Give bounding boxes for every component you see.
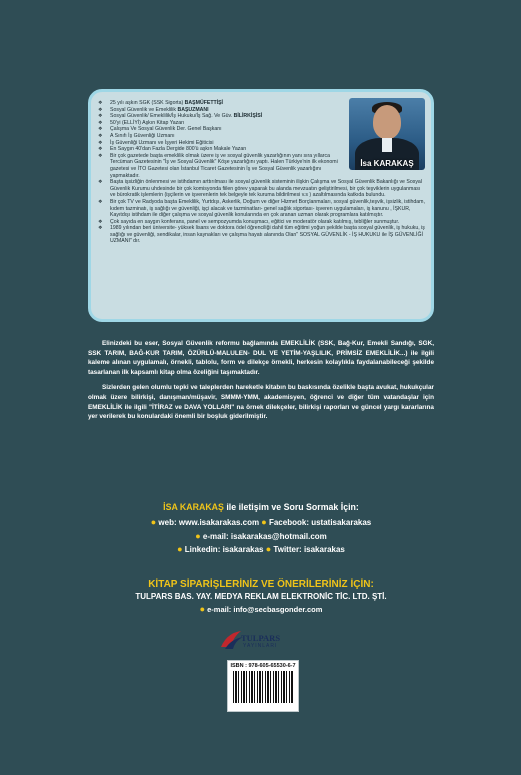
facebook-link[interactable]: Facebook: ustatisakarakas: [268, 518, 372, 527]
author-photo-caption: İsa KARAKAŞ: [360, 159, 414, 168]
bullet-icon: ●: [265, 544, 272, 554]
diamond-bullet-icon: ❖: [98, 179, 103, 186]
bullet-icon: ●: [261, 517, 267, 527]
bio-item: ❖ Sosyal Güvenlik/ Emeklilik/İş Hukuku/İş Sağ. Ve Güv. BİLİRKİŞİSİ: [98, 113, 263, 120]
diamond-bullet-icon: ❖: [98, 225, 103, 232]
publisher-name: TULPARS: [241, 633, 281, 643]
description-paragraph: Sizlerden gelen olumlu tepki ve taleplerden hareketle kitabın bu baskısında özelikle başta avukat, hukukçular olmak üzere bilirkişi, danışman/müşavir, SMMM-YMM, akademisyen, öğrenci ve diğer tüm vatandaşlar için EMEKLİLİK ile ilgili "İTİRAZ ve DAVA YOLLARI" na örnek dilekçeler, bilirkişi raporları ve güncel yargı kararlarına yer verilerek bu konulardaki önemli bir boşluk giderilmiştir.: [88, 384, 434, 421]
contact-title: İSA KARAKAŞ ile iletişim ve Soru Sormak İçin:: [163, 502, 359, 512]
bio-item: ❖ Bir çok gazetede başta emeklilik olmak üzere iş ve sosyal güvenlik yazarlığının yanı sıra yıllarca Tercüman Gazetesinin "İş ve Sosyal Güvenlik" Köşe yazarlığını yaptı. Halen Türkiye'nin ilk ekonomi gazetesi ve İTO Gazetesi olan İstanbul Ticaret Gazetesinin İş ve Sosyal Güvenlik yazarlığını yapmaktadır.: [98, 152, 338, 179]
bullet-icon: ●: [177, 544, 183, 554]
diamond-bullet-icon: ❖: [98, 139, 103, 146]
isbn-barcode: [227, 660, 299, 712]
twitter-link[interactable]: Twitter: isakarakas: [273, 545, 345, 554]
order-email-link[interactable]: e-mail: info@secbasgonder.com: [207, 605, 323, 614]
linkedin-link[interactable]: Linkedin: isakarakas: [184, 545, 264, 554]
description-paragraph: Elinizdeki bu eser, Sosyal Güvenlik reformu bağlamında EMEKLİLİK (SSK, Bağ-Kur, Emekli Sandığı, SGK, SSK TARIM, BAĞ-KUR TARIM, ÖZÜRLÜ-MALULEN- DUL VE YETİM-YAŞLILIK, PRİMSİZ EMEKLİLİK...) ile ilgili kaleme alınan uygulamalı, örnekli, tablolu, form ve dilekçe örnekli, herkesin kolaylıkla faydalanabileceği şekilde tasarlanan ilk kapsamlı kitap olma özeliğini taşımaktadır.: [88, 340, 434, 376]
bio-item: ❖ Bir çok TV ve Radyoda başta Emeklilik, Yurtdışı, Askerlik, Doğum ve diğer Hizmet Borçlanmaları, sosyal güvenlik,teşvik, işsizlik, istihdam, kıdem tazminatı, iş sağlığı ve güvenliği, işçi alacak ve tazminatları- genel sağlık sigortası- işveren uygulamaları, iş kanunu , İŞKUR, Kayıtdışı istihdam ile diğer çalışma ve sosyal güvenlik konularında en çok aranan uzman olarak programlara katılmıştır.: [98, 198, 425, 219]
bio-item: ❖ 1989 yılından beri üniversite- yüksek lisans ve doktora ödel öğrenciliği dahil tüm eğitimi yoğun şekilde başta sosyal güvenlik, iş hukuku, iş sağlığı ve güvenliği, sendikalar, insan kaynakları ve çalışma hayatı alanında Olan" SOSYAL GÜVENLİK - İŞ HUKUKU ile İŞ GÜVENLİĞİ UZMANI" dır.: [98, 225, 425, 245]
author-bio-box: [88, 89, 434, 322]
isbn-number: ISBN : 978-605-65530-6-7: [230, 663, 296, 669]
bio-item: ❖ Çok sayıda en saygın konferans, panel ve sempozyumda konuşmacı, eğitici ve moderatör olarak katılmış, tebliğler sunmuştur.: [98, 218, 400, 225]
contact-section: [88, 502, 434, 557]
bullet-icon: ●: [150, 517, 157, 527]
diamond-bullet-icon: ❖: [98, 106, 103, 113]
order-section: [88, 578, 434, 616]
diamond-bullet-icon: ❖: [98, 146, 103, 153]
bio-item: ❖ Sosyal Güvenlik ve Emeklilik BAŞUZMANI: [98, 106, 209, 113]
barcode-bars: [233, 671, 293, 703]
bullet-icon: ●: [199, 604, 206, 614]
book-description: [88, 339, 434, 428]
bio-item: ❖ 50'yi (ELLİYİ) Aşkın Kitap Yazarı: [98, 119, 185, 126]
email-link[interactable]: e-mail: isakarakas@hotmail.com: [202, 531, 327, 541]
author-photo: [349, 98, 425, 170]
bio-item: ❖ 25 yılı aşkın SGK (SSK Sigorta) BAŞMÜFETTİŞİ: [98, 100, 224, 106]
diamond-bullet-icon: ❖: [98, 126, 103, 133]
publisher-company: TULPARS BAS. YAY. MEDYA REKLAM ELEKTRONİC TİC. LTD. ŞTİ.: [135, 592, 387, 601]
bio-item: ❖ İş Güvenliği Uzmanı ve İşyeri Hekimi Eğiticisi: [98, 139, 214, 146]
bio-item: ❖ A Sınıfı İş Güvenliği Uzmanı: [98, 132, 175, 139]
diamond-bullet-icon: ❖: [98, 132, 103, 139]
order-title: KİTAP SİPARİŞLERİNİZ VE ÖNERİLERİNİZ İÇİN:: [148, 579, 374, 590]
website-link[interactable]: web: www.isakarakas.com: [158, 518, 260, 527]
bio-item: ❖ Başta işsizliğin önlenmesi ve istihdamın arttırılması ile sosyal güvenlik sisteminin ilişkin Çalışma ve Sosyal Güvenlik Bakanlığı ve Sosyal Güvenlik Kurumu uhdesinde bir çok komisyonda fiilen görev yaparak bu alanda mevzuatın geliştirilmesi, bir çok teşviklerin uygulanması ve bürokratik işlemlerin (işçilerin ve işverenlerin tek belgeyle tek kuruma bildirilmesi v.s ) azaltılmasında katkıda bulundu.: [98, 179, 422, 199]
diamond-bullet-icon: ❖: [98, 198, 103, 205]
bio-item: ❖ En Saygın 40'dan Fazla Dergide 800'ü aşkın Makale Yazarı: [98, 146, 247, 153]
diamond-bullet-icon: ❖: [98, 218, 103, 225]
diamond-bullet-icon: ❖: [98, 100, 103, 106]
diamond-bullet-icon: ❖: [98, 113, 103, 120]
bullet-icon: ●: [195, 530, 201, 541]
diamond-bullet-icon: ❖: [98, 119, 103, 126]
publisher-sub: YAYINLARI: [243, 643, 278, 649]
diamond-bullet-icon: ❖: [98, 152, 103, 159]
bio-item: ❖ Çalışma Ve Sosyal Güvenlik Der. Genel Başkanı: [98, 126, 222, 133]
publisher-logo: [219, 627, 285, 653]
